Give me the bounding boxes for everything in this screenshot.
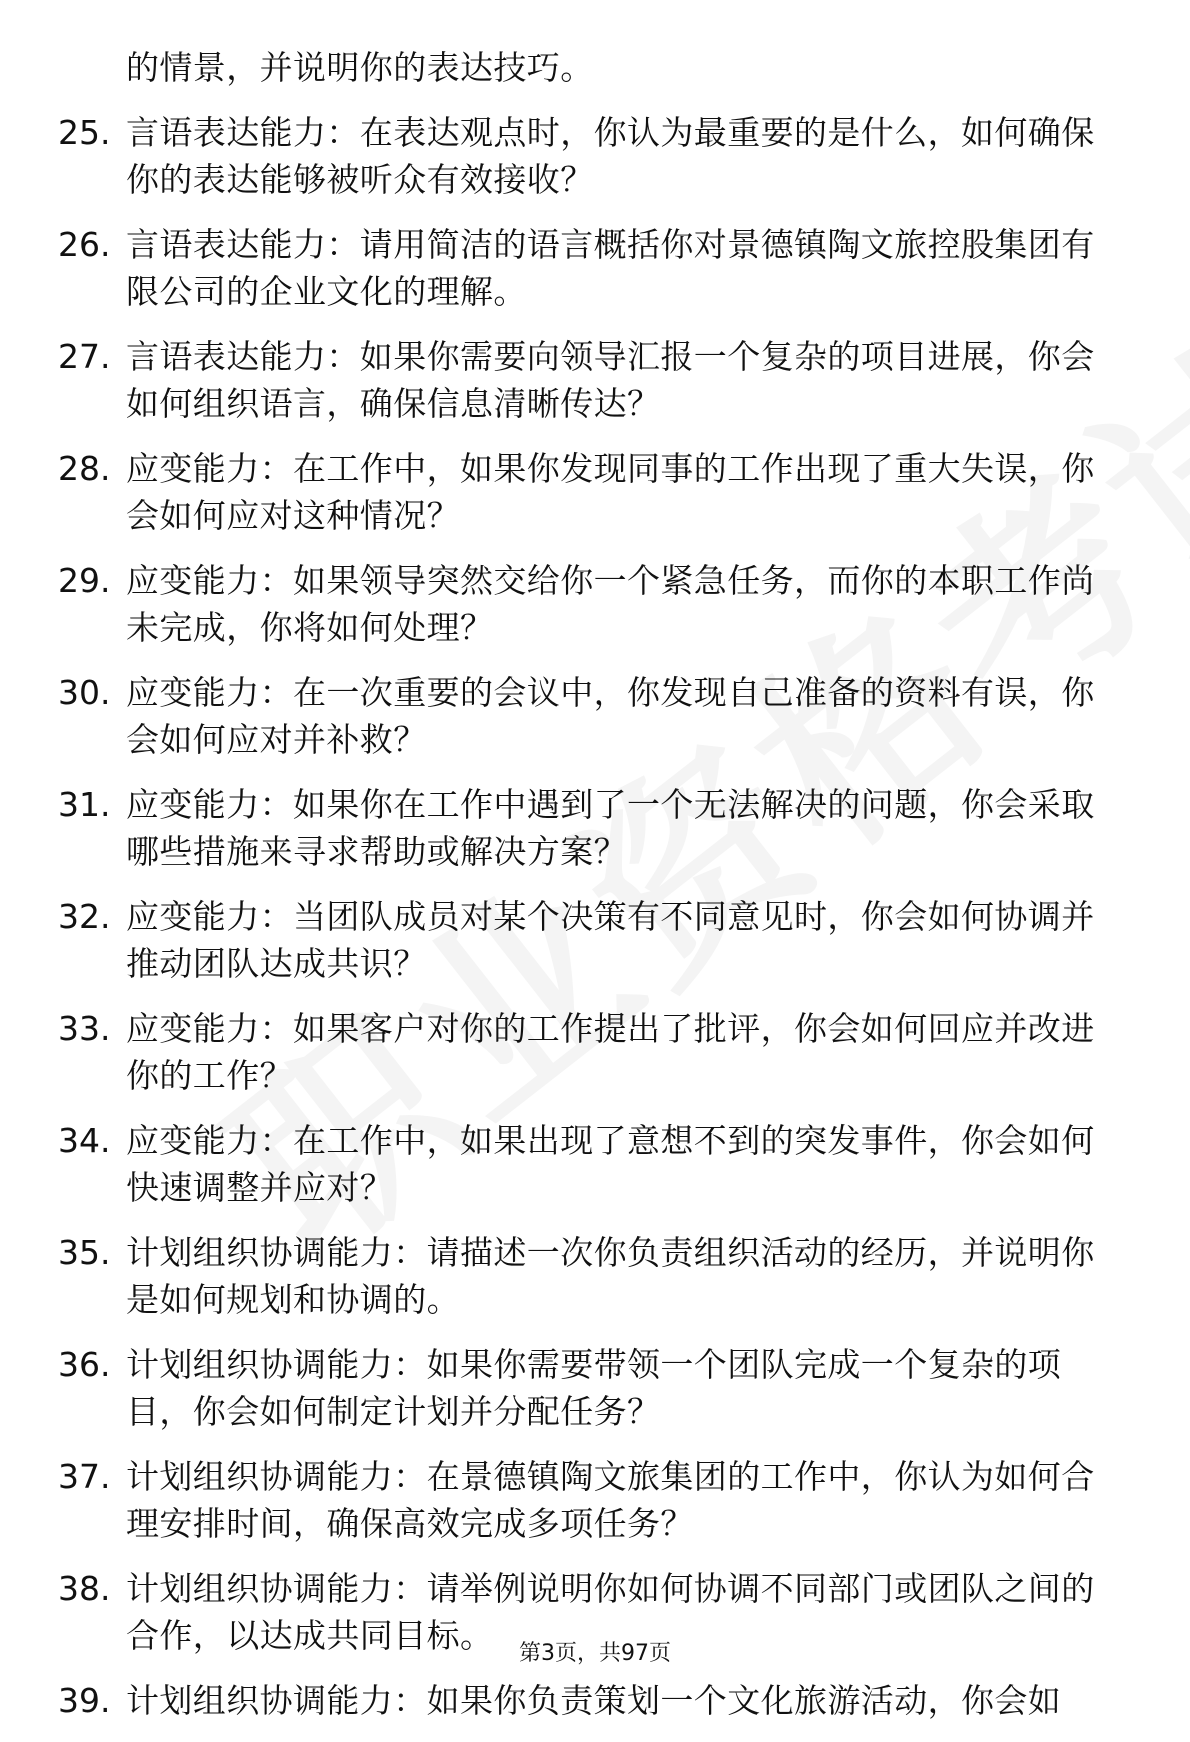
item-number: 37. [58,1457,111,1496]
continuation-text: 的情景，并说明你的表达技巧。 [126,48,594,87]
item-number: 39. [58,1681,111,1720]
item-text: 应变能力：如果客户对你的工作提出了批评，你会如何回应并改进你的工作？ [126,1009,1095,1095]
item-text: 言语表达能力：如果你需要向领导汇报一个复杂的项目进展，你会如何组织语言，确保信息清晰传达？ [126,337,1095,423]
item-number: 32. [58,897,111,936]
list-item [0,557,1190,651]
list-item [0,333,1190,427]
item-text: 应变能力：如果你在工作中遇到了一个无法解决的问题，你会采取哪些措施来寻求帮助或解决方案？ [126,785,1095,871]
page-footer: 第3页，共97页 [519,1641,671,1666]
item-text: 计划组织协调能力：请描述一次你负责组织活动的经历，并说明你是如何规划和协调的。 [126,1233,1095,1319]
item-text: 应变能力：在工作中，如果你发现同事的工作出现了重大失误，你会如何应对这种情况？ [126,449,1095,535]
item-number: 31. [58,785,111,824]
item-number: 35. [58,1233,111,1272]
item-text: 计划组织协调能力：如果你负责策划一个文化旅游活动，你会如 [126,1681,1062,1720]
list-item [0,109,1190,203]
list-item [0,445,1190,539]
list-item [0,893,1190,987]
list-item [0,221,1190,315]
list-item [0,1117,1190,1211]
item-text: 计划组织协调能力：如果你需要带领一个团队完成一个复杂的项目，你会如何制定计划并分配任务？ [126,1345,1062,1431]
item-text: 应变能力：在一次重要的会议中，你发现自己准备的资料有误，你会如何应对并补救？ [126,673,1095,759]
item-number: 34. [58,1121,111,1160]
item-number: 26. [58,225,111,264]
list-item [0,1229,1190,1323]
question-list [0,44,1190,1742]
item-number: 29. [58,561,111,600]
item-number: 28. [58,449,111,488]
item-text: 计划组织协调能力：在景德镇陶文旅集团的工作中，你认为如何合理安排时间，确保高效完成多项任务？ [126,1457,1095,1543]
item-text: 应变能力：在工作中，如果出现了意想不到的突发事件，你会如何快速调整并应对？ [126,1121,1095,1207]
list-item [0,1341,1190,1435]
list-item [0,1453,1190,1547]
item-number: 36. [58,1345,111,1384]
list-item [0,781,1190,875]
list-item [0,1005,1190,1099]
list-item [0,1677,1190,1724]
item-number: 33. [58,1009,111,1048]
item-number: 27. [58,337,111,376]
item-text: 计划组织协调能力：请举例说明你如何协调不同部门或团队之间的合作，以达成共同目标。 [126,1569,1095,1655]
list-item [0,669,1190,763]
item-text: 应变能力：当团队成员对某个决策有不同意见时，你会如何协调并推动团队达成共识？ [126,897,1095,983]
item-text: 言语表达能力：请用简洁的语言概括你对景德镇陶文旅控股集团有限公司的企业文化的理解。 [126,225,1095,311]
item-text: 言语表达能力：在表达观点时，你认为最重要的是什么，如何确保你的表达能够被听众有效接收？ [126,113,1095,199]
item-number: 38. [58,1569,111,1608]
item-number: 30. [58,673,111,712]
item-number: 25. [58,113,111,152]
item-text: 应变能力：如果领导突然交给你一个紧急任务，而你的本职工作尚未完成，你将如何处理？ [126,561,1095,647]
